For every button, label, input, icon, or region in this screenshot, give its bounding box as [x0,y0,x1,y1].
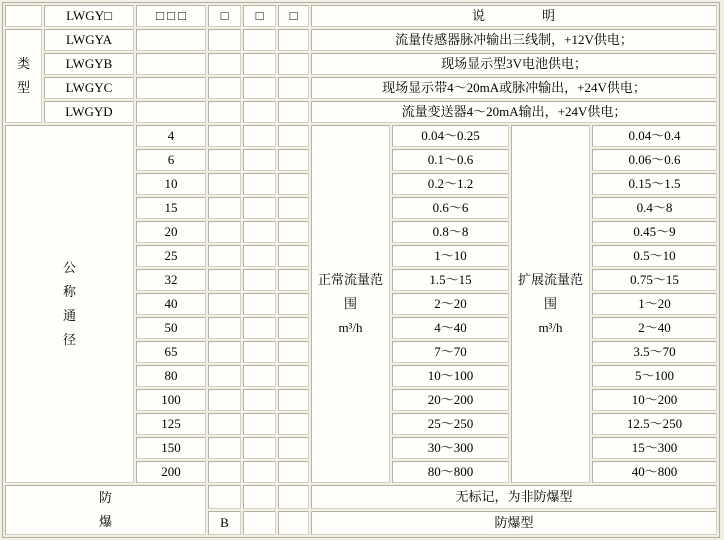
dn-value-cell: 200 [136,461,206,483]
explosion-desc-cell: 无标记，为非防爆型 [311,485,717,509]
empty-cell [278,461,309,483]
model-box3-cell: □ [278,5,309,27]
empty-cell [208,29,241,51]
extended-range-value-cell: 0.4～8 [592,197,717,219]
normal-range-value-cell: 7～70 [392,341,509,363]
empty-cell [278,197,309,219]
empty-cell [208,173,241,195]
extended-range-value-cell: 40～800 [592,461,717,483]
model-base-cell: LWGY□ [44,5,134,27]
empty-cell [243,341,276,363]
empty-cell [278,293,309,315]
extended-range-value-cell: 0.06～0.6 [592,149,717,171]
empty-cell [278,77,309,99]
extended-range-value-cell: 5～100 [592,365,717,387]
empty-cell [208,77,241,99]
normal-range-value-cell: 2～20 [392,293,509,315]
dn-value-cell: 10 [136,173,206,195]
normal-range-value-cell: 30～300 [392,437,509,459]
model-desc-cell: 现场显示型3V电池供电； [311,53,717,75]
normal-range-header-cell: 正常流量范围 m³/h [311,125,390,483]
empty-cell [278,413,309,435]
empty-cell [208,101,241,123]
normal-range-value-cell: 10～100 [392,365,509,387]
normal-range-value-cell: 0.1～0.6 [392,149,509,171]
empty-cell [278,365,309,387]
empty-cell [243,149,276,171]
empty-cell [278,317,309,339]
empty-cell [278,221,309,243]
normal-range-value-cell: 0.2～1.2 [392,173,509,195]
empty-cell [136,77,206,99]
normal-range-value-cell: 20～200 [392,389,509,411]
normal-range-value-cell: 4～40 [392,317,509,339]
empty-cell [243,221,276,243]
empty-cell [278,437,309,459]
normal-range-value-cell: 1～10 [392,245,509,267]
header-empty-cell [5,5,42,27]
normal-range-value-cell: 0.04～0.25 [392,125,509,147]
normal-range-value-cell: 0.6～6 [392,197,509,219]
empty-cell [243,173,276,195]
type-row [5,53,717,75]
empty-cell [278,511,309,535]
explosion-code-cell: B [208,511,241,535]
empty-cell [243,269,276,291]
dn-value-cell: 65 [136,341,206,363]
empty-cell [278,269,309,291]
dn-value-cell: 50 [136,317,206,339]
model-desc-cell: 流量传感器脉冲输出三线制，+12V供电； [311,29,717,51]
model-desc-cell: 流量变送器4～20mA输出，+24V供电； [311,101,717,123]
empty-cell [243,365,276,387]
empty-cell [208,365,241,387]
type-label-cell: 类 型 [5,29,42,123]
empty-cell [243,101,276,123]
empty-cell [208,413,241,435]
empty-cell [243,511,276,535]
empty-cell [208,149,241,171]
dn-value-cell: 150 [136,437,206,459]
model-name-cell: LWGYB [44,53,134,75]
extended-range-value-cell: 0.5～10 [592,245,717,267]
type-row [5,101,717,123]
empty-cell [243,245,276,267]
empty-cell [208,461,241,483]
extended-range-value-cell: 10～200 [592,389,717,411]
empty-cell [243,413,276,435]
dn-value-cell: 32 [136,269,206,291]
explosion-desc-cell: 防爆型 [311,511,717,535]
empty-cell [208,221,241,243]
model-name-cell: LWGYD [44,101,134,123]
extended-range-value-cell: 0.15～1.5 [592,173,717,195]
model-boxes-cell: □ □ □ [136,5,206,27]
empty-cell [208,293,241,315]
explosion-label-cell: 防 爆 [5,485,206,535]
empty-cell [243,197,276,219]
normal-range-value-cell: 1.5～15 [392,269,509,291]
note-header-cell: 说 明 [311,5,717,27]
empty-cell [243,77,276,99]
empty-cell [278,341,309,363]
diameter-row [5,125,717,147]
empty-cell [208,269,241,291]
header-row [5,5,717,27]
empty-cell [278,101,309,123]
model-selection-table [2,2,720,538]
diameter-label-cell: 公 称 通 径 [5,125,134,483]
extended-range-value-cell: 12.5～250 [592,413,717,435]
dn-value-cell: 125 [136,413,206,435]
empty-cell [278,53,309,75]
model-box1-cell: □ [208,5,241,27]
empty-cell [243,317,276,339]
empty-cell [243,125,276,147]
empty-cell [243,29,276,51]
extended-range-value-cell: 3.5～70 [592,341,717,363]
dn-value-cell: 15 [136,197,206,219]
empty-cell [208,437,241,459]
empty-cell [243,53,276,75]
type-row [5,77,717,99]
extended-range-value-cell: 0.75～15 [592,269,717,291]
dn-value-cell: 100 [136,389,206,411]
empty-cell [278,149,309,171]
explosion-code-cell [208,485,241,509]
empty-cell [278,173,309,195]
empty-cell [243,389,276,411]
explosion-row [5,485,717,509]
normal-range-value-cell: 0.8～8 [392,221,509,243]
extended-range-value-cell: 1～20 [592,293,717,315]
dn-value-cell: 20 [136,221,206,243]
empty-cell [278,485,309,509]
extended-range-header-cell: 扩展流量范围 m³/h [511,125,590,483]
empty-cell [208,125,241,147]
empty-cell [136,101,206,123]
extended-range-value-cell: 0.45～9 [592,221,717,243]
model-name-cell: LWGYC [44,77,134,99]
empty-cell [278,125,309,147]
extended-range-value-cell: 15～300 [592,437,717,459]
empty-cell [243,461,276,483]
empty-cell [208,389,241,411]
empty-cell [208,341,241,363]
extended-range-value-cell: 2～40 [592,317,717,339]
dn-value-cell: 40 [136,293,206,315]
empty-cell [243,437,276,459]
model-box2-cell: □ [243,5,276,27]
model-desc-cell: 现场显示带4～20mA或脉冲输出，+24V供电； [311,77,717,99]
empty-cell [208,197,241,219]
empty-cell [243,293,276,315]
empty-cell [208,245,241,267]
dn-value-cell: 25 [136,245,206,267]
model-name-cell: LWGYA [44,29,134,51]
extended-range-value-cell: 0.04～0.4 [592,125,717,147]
type-row [5,29,717,51]
dn-value-cell: 6 [136,149,206,171]
empty-cell [208,317,241,339]
empty-cell [208,53,241,75]
dn-value-cell: 4 [136,125,206,147]
empty-cell [136,53,206,75]
empty-cell [136,29,206,51]
empty-cell [243,485,276,509]
empty-cell [278,29,309,51]
empty-cell [278,245,309,267]
normal-range-value-cell: 80～800 [392,461,509,483]
empty-cell [278,389,309,411]
normal-range-value-cell: 25～250 [392,413,509,435]
dn-value-cell: 80 [136,365,206,387]
